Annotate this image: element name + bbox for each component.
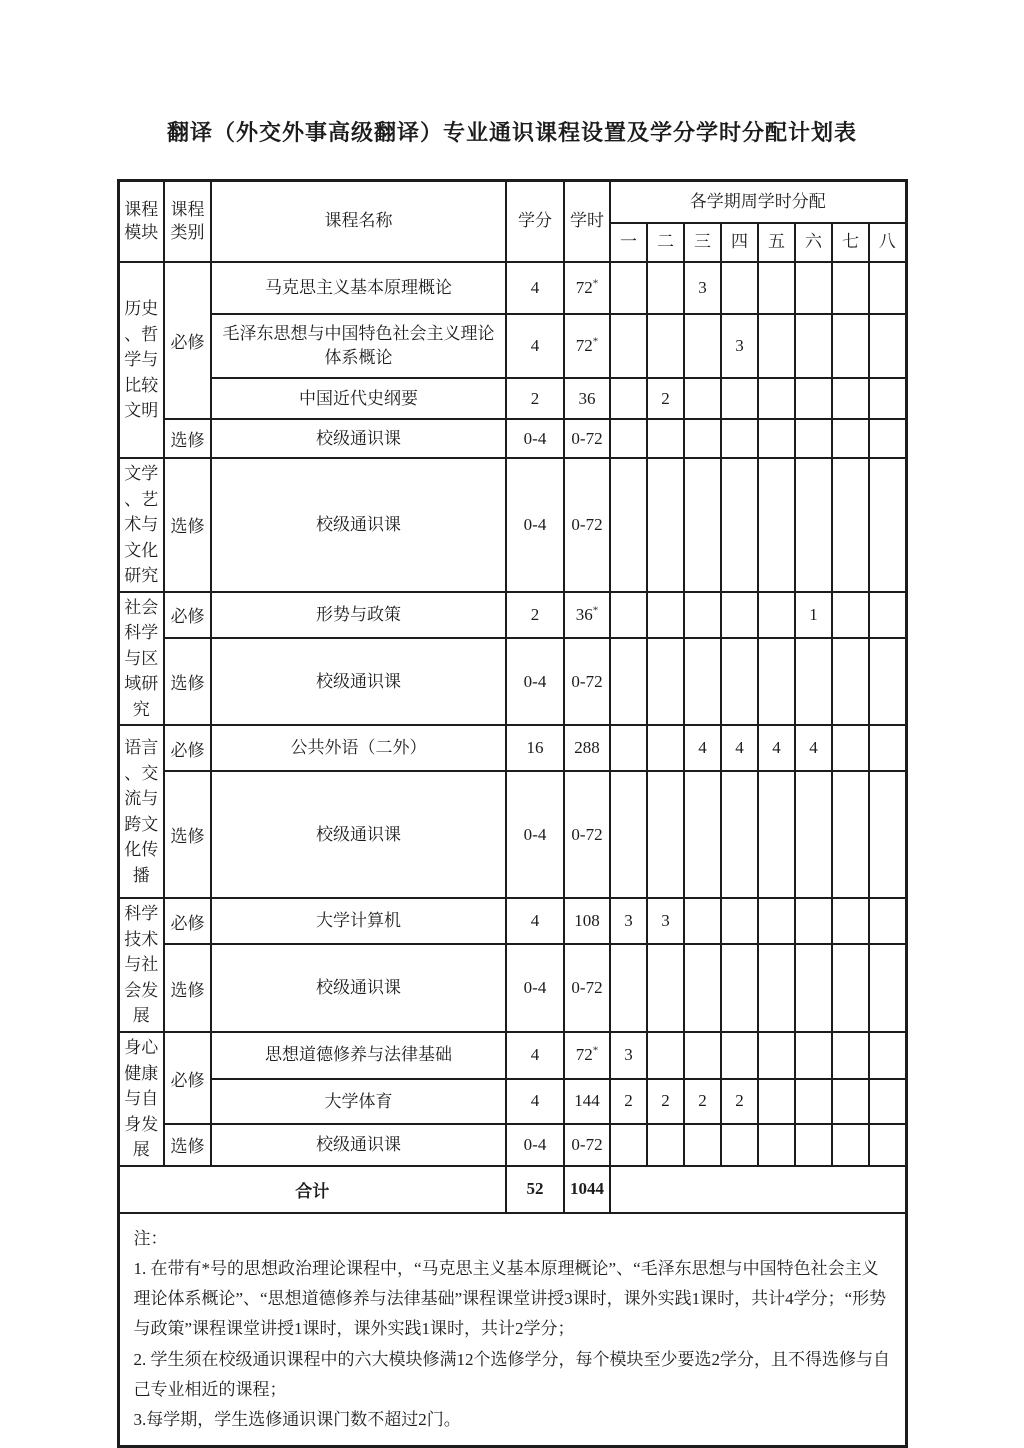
- credits-cell: 2: [506, 592, 564, 639]
- sem-hours-cell: 1: [795, 592, 832, 639]
- sem-hours-cell: [758, 771, 795, 898]
- table-row: [118, 898, 906, 944]
- sem-hours-cell: [721, 419, 758, 458]
- sem-hours-cell: [832, 314, 869, 378]
- table-row: [118, 592, 906, 639]
- sem-hours-cell: [869, 378, 906, 419]
- sem-hours-cell: [832, 458, 869, 592]
- sem-hours-cell: [758, 314, 795, 378]
- total-hours-cell: 1044: [564, 1166, 610, 1213]
- sem-hours-cell: [684, 458, 721, 592]
- credits-cell: 0-4: [506, 638, 564, 725]
- module-cell: 社会科学与区域研究: [118, 592, 164, 726]
- sem-hours-cell: [758, 638, 795, 725]
- total-credits-cell: 52: [506, 1166, 564, 1213]
- table-row: [118, 1124, 906, 1165]
- sem-hours-cell: [758, 1032, 795, 1079]
- hours-value: 144: [574, 1091, 600, 1111]
- sem-hours-cell: 2: [684, 1079, 721, 1125]
- sem-hours-cell: [832, 898, 869, 944]
- course-name-cell: 校级通识课: [211, 458, 506, 592]
- sem-hours-cell: [795, 314, 832, 378]
- hours-cell: [564, 1079, 610, 1125]
- sem-hours-cell: [795, 898, 832, 944]
- sem-hours-cell: [684, 638, 721, 725]
- type-cell: 必修: [164, 262, 211, 419]
- course-name-cell: 校级通识课: [211, 638, 506, 725]
- sem-hours-cell: [610, 592, 647, 639]
- sem-hours-cell: [721, 1032, 758, 1079]
- sem-hours-cell: [869, 458, 906, 592]
- hours-cell: [564, 1032, 610, 1079]
- note-item: 3.每学期，学生选修通识课门数不超过2门。: [133, 1410, 461, 1429]
- sem-hours-cell: [795, 771, 832, 898]
- sem-hours-cell: [869, 944, 906, 1032]
- sem-hours-cell: 3: [684, 262, 721, 314]
- table-row: [118, 725, 906, 771]
- header-semester-5: 五: [758, 223, 795, 262]
- sem-hours-cell: [758, 458, 795, 592]
- sem-hours-cell: 2: [647, 378, 684, 419]
- sem-hours-cell: [869, 771, 906, 898]
- course-name-cell: 形势与政策: [211, 592, 506, 639]
- course-name-cell: 大学计算机: [211, 898, 506, 944]
- notes-cell: [118, 1213, 906, 1447]
- hours-cell: [564, 898, 610, 944]
- hours-cell: [564, 771, 610, 898]
- type-cell: 选修: [164, 771, 211, 898]
- hours-value: 0-72: [571, 978, 603, 997]
- sem-hours-cell: [647, 638, 684, 725]
- table-row: [118, 378, 906, 419]
- sem-hours-cell: [832, 1032, 869, 1079]
- sem-hours-cell: [832, 1079, 869, 1125]
- sem-hours-cell: [721, 771, 758, 898]
- sem-hours-cell: [721, 944, 758, 1032]
- sem-hours-cell: [869, 262, 906, 314]
- sem-hours-cell: [795, 378, 832, 419]
- type-cell: 选修: [164, 638, 211, 725]
- sem-hours-cell: [721, 1124, 758, 1165]
- table-row: [118, 1032, 906, 1079]
- credits-cell: 0-4: [506, 771, 564, 898]
- sem-hours-cell: [869, 1124, 906, 1165]
- hours-value: 0-72: [571, 1134, 603, 1154]
- sem-hours-cell: [795, 944, 832, 1032]
- asterisk-footnote-marker: *: [592, 1044, 599, 1057]
- sem-hours-cell: [869, 592, 906, 639]
- type-cell: 选修: [164, 1124, 211, 1165]
- sem-hours-cell: [610, 378, 647, 419]
- type-cell: 选修: [164, 944, 211, 1032]
- sem-hours-cell: [832, 378, 869, 419]
- sem-hours-cell: [610, 944, 647, 1032]
- sem-hours-cell: [684, 944, 721, 1032]
- table-row: [118, 638, 906, 725]
- sem-hours-cell: [721, 458, 758, 592]
- sem-hours-cell: 4: [795, 725, 832, 771]
- sem-hours-cell: [832, 944, 869, 1032]
- hours-cell: [564, 378, 610, 419]
- sem-hours-cell: [795, 1079, 832, 1125]
- hours-value: 0-72: [571, 514, 603, 534]
- sem-hours-cell: [610, 725, 647, 771]
- table-row: [118, 1079, 906, 1125]
- credits-cell: 16: [506, 725, 564, 771]
- hours-value: 288: [574, 738, 600, 757]
- page-title: 翻译（外交外事高级翻译）专业通识课程设置及学分学时分配计划表: [166, 120, 857, 145]
- sem-hours-cell: [684, 771, 721, 898]
- course-plan-table: [117, 179, 908, 1448]
- sem-hours-cell: [610, 314, 647, 378]
- sem-hours-cell: [758, 419, 795, 458]
- course-name-cell: 毛泽东思想与中国特色社会主义理论体系概论: [211, 314, 506, 378]
- sem-hours-cell: [721, 592, 758, 639]
- sem-hours-cell: [832, 1124, 869, 1165]
- type-cell: 选修: [164, 419, 211, 458]
- sem-hours-cell: 2: [610, 1079, 647, 1125]
- sem-hours-cell: [795, 262, 832, 314]
- total-row: [118, 1166, 906, 1213]
- sem-hours-cell: [832, 725, 869, 771]
- total-label-cell: 合计: [118, 1166, 506, 1213]
- type-cell: 选修: [164, 458, 211, 592]
- sem-hours-cell: 4: [721, 725, 758, 771]
- course-name-cell: 校级通识课: [211, 1124, 506, 1165]
- sem-hours-cell: [869, 1032, 906, 1079]
- credits-cell: 4: [506, 1079, 564, 1125]
- sem-hours-cell: 4: [758, 725, 795, 771]
- sem-hours-cell: 3: [610, 898, 647, 944]
- header-semester-6: 六: [795, 223, 832, 262]
- sem-hours-cell: [758, 1124, 795, 1165]
- sem-hours-cell: [795, 419, 832, 458]
- sem-hours-cell: [684, 1032, 721, 1079]
- sem-hours-cell: [647, 262, 684, 314]
- course-name-cell: 中国近代史纲要: [211, 378, 506, 419]
- sem-hours-cell: [832, 638, 869, 725]
- header-hours: 学时: [564, 181, 610, 263]
- sem-hours-cell: [647, 1032, 684, 1079]
- module-cell: 文学、艺术与文化研究: [118, 458, 164, 592]
- hours-value: 0-72: [571, 824, 603, 844]
- credits-cell: 4: [506, 1032, 564, 1079]
- sem-hours-cell: [832, 771, 869, 898]
- course-name-cell: 校级通识课: [211, 944, 506, 1032]
- sem-hours-cell: [869, 638, 906, 725]
- module-cell: 身心健康与自身发展: [118, 1032, 164, 1166]
- sem-hours-cell: [795, 1032, 832, 1079]
- table-row: [118, 944, 906, 1032]
- sem-hours-cell: 4: [684, 725, 721, 771]
- sem-hours-cell: [610, 1124, 647, 1165]
- header-semester-3: 三: [684, 223, 721, 262]
- sem-hours-cell: [758, 592, 795, 639]
- header-semester-1: 一: [610, 223, 647, 262]
- table-row: [118, 771, 906, 898]
- sem-hours-cell: [684, 419, 721, 458]
- sem-hours-cell: [721, 898, 758, 944]
- sem-hours-cell: [721, 378, 758, 419]
- sem-hours-cell: [795, 638, 832, 725]
- course-name-cell: 校级通识课: [211, 771, 506, 898]
- sem-hours-cell: [684, 378, 721, 419]
- hours-cell: [564, 262, 610, 314]
- credits-cell: 4: [506, 314, 564, 378]
- hours-cell: [564, 458, 610, 592]
- hours-cell: [564, 1124, 610, 1165]
- sem-hours-cell: [832, 592, 869, 639]
- sem-hours-cell: [758, 1079, 795, 1125]
- sem-hours-cell: [758, 262, 795, 314]
- header-semester-group: 各学期周学时分配: [610, 181, 906, 224]
- hours-cell: [564, 725, 610, 771]
- sem-hours-cell: [647, 419, 684, 458]
- sem-hours-cell: [610, 419, 647, 458]
- course-name-cell: 思想道德修养与法律基础: [211, 1032, 506, 1079]
- table-row: [118, 458, 906, 592]
- type-cell: 必修: [164, 725, 211, 771]
- hours-value: 108: [574, 911, 600, 930]
- hours-value: 36: [578, 388, 596, 408]
- module-cell: 科学技术与社会发展: [118, 898, 164, 1032]
- sem-hours-cell: [647, 314, 684, 378]
- module-cell: 历史、哲学与比较文明: [118, 262, 164, 458]
- sem-hours-cell: [832, 262, 869, 314]
- sem-hours-cell: [647, 944, 684, 1032]
- hours-cell: [564, 419, 610, 458]
- sem-hours-cell: [721, 638, 758, 725]
- note-item: 1. 在带有*号的思想政治理论课程中，“马克思主义基本原理概论”、“毛泽东思想与中国特色社会主义理论体系概论”、“思想道德修养与法律基础”课程课堂讲授3课时，课外实践1课时，共计4学分；“形势与政策”课程课堂讲授1课时，课外实践1课时，共计2学分；: [133, 1258, 887, 1339]
- table-row: [118, 419, 906, 458]
- type-cell: 必修: [164, 898, 211, 944]
- note-item: 2. 学生须在校级通识课程中的六大模块修满12个选修学分，每个模块至少要选2学分，且不得选修与自己专业相近的课程；: [133, 1349, 890, 1399]
- course-name-cell: 校级通识课: [211, 419, 506, 458]
- sem-hours-cell: [684, 898, 721, 944]
- sem-hours-cell: [721, 262, 758, 314]
- sem-hours-cell: [647, 771, 684, 898]
- course-name-cell: 马克思主义基本原理概论: [211, 262, 506, 314]
- course-name-cell: 公共外语（二外）: [211, 725, 506, 771]
- sem-hours-cell: [684, 592, 721, 639]
- sem-hours-cell: [869, 898, 906, 944]
- sem-hours-cell: [758, 898, 795, 944]
- sem-hours-cell: [610, 262, 647, 314]
- sem-hours-cell: [684, 314, 721, 378]
- header-course-name: 课程名称: [211, 181, 506, 263]
- table-row: [118, 314, 906, 378]
- asterisk-footnote-marker: *: [592, 335, 599, 348]
- hours-value: 72: [575, 336, 593, 355]
- sem-hours-cell: [610, 771, 647, 898]
- hours-value: 72: [575, 278, 593, 297]
- sem-hours-cell: 3: [647, 898, 684, 944]
- total-sem-cell: [610, 1166, 906, 1213]
- sem-hours-cell: [832, 419, 869, 458]
- credits-cell: 0-4: [506, 1124, 564, 1165]
- sem-hours-cell: [647, 592, 684, 639]
- sem-hours-cell: [869, 419, 906, 458]
- asterisk-footnote-marker: *: [592, 277, 599, 290]
- sem-hours-cell: 3: [610, 1032, 647, 1079]
- header-semester-4: 四: [721, 223, 758, 262]
- sem-hours-cell: [869, 725, 906, 771]
- sem-hours-cell: 3: [721, 314, 758, 378]
- sem-hours-cell: [684, 1124, 721, 1165]
- sem-hours-cell: [795, 1124, 832, 1165]
- sem-hours-cell: [647, 458, 684, 592]
- notes-heading: 注：: [133, 1228, 168, 1248]
- sem-hours-cell: 2: [647, 1079, 684, 1125]
- sem-hours-cell: [610, 458, 647, 592]
- hours-cell: [564, 592, 610, 639]
- hours-cell: [564, 944, 610, 1032]
- credits-cell: 4: [506, 262, 564, 314]
- asterisk-footnote-marker: *: [592, 604, 599, 617]
- hours-value: 0-72: [571, 671, 603, 691]
- course-name-cell: 大学体育: [211, 1079, 506, 1125]
- credits-cell: 0-4: [506, 944, 564, 1032]
- hours-value: 0-72: [571, 428, 603, 448]
- module-cell: 语言、交流与跨文化传播: [118, 725, 164, 898]
- type-cell: 必修: [164, 1032, 211, 1124]
- header-semester-7: 七: [832, 223, 869, 262]
- sem-hours-cell: [758, 944, 795, 1032]
- credits-cell: 4: [506, 898, 564, 944]
- sem-hours-cell: [869, 314, 906, 378]
- hours-cell: [564, 314, 610, 378]
- credits-cell: 0-4: [506, 419, 564, 458]
- table-row: [118, 262, 906, 314]
- type-cell: 必修: [164, 592, 211, 639]
- sem-hours-cell: 2: [721, 1079, 758, 1125]
- header-semester-8: 八: [869, 223, 906, 262]
- sem-hours-cell: [758, 378, 795, 419]
- credits-cell: 2: [506, 378, 564, 419]
- header-type: 课程类别: [164, 181, 211, 263]
- sem-hours-cell: [869, 1079, 906, 1125]
- sem-hours-cell: [647, 1124, 684, 1165]
- sem-hours-cell: [647, 725, 684, 771]
- header-semester-2: 二: [647, 223, 684, 262]
- header-credits: 学分: [506, 181, 564, 263]
- hours-value: 72: [575, 1045, 593, 1065]
- hours-cell: [564, 638, 610, 725]
- sem-hours-cell: [795, 458, 832, 592]
- credits-cell: 0-4: [506, 458, 564, 592]
- sem-hours-cell: [610, 638, 647, 725]
- header-module: 课程模块: [118, 181, 164, 263]
- notes-row: [118, 1213, 906, 1447]
- hours-value: 36: [575, 604, 593, 624]
